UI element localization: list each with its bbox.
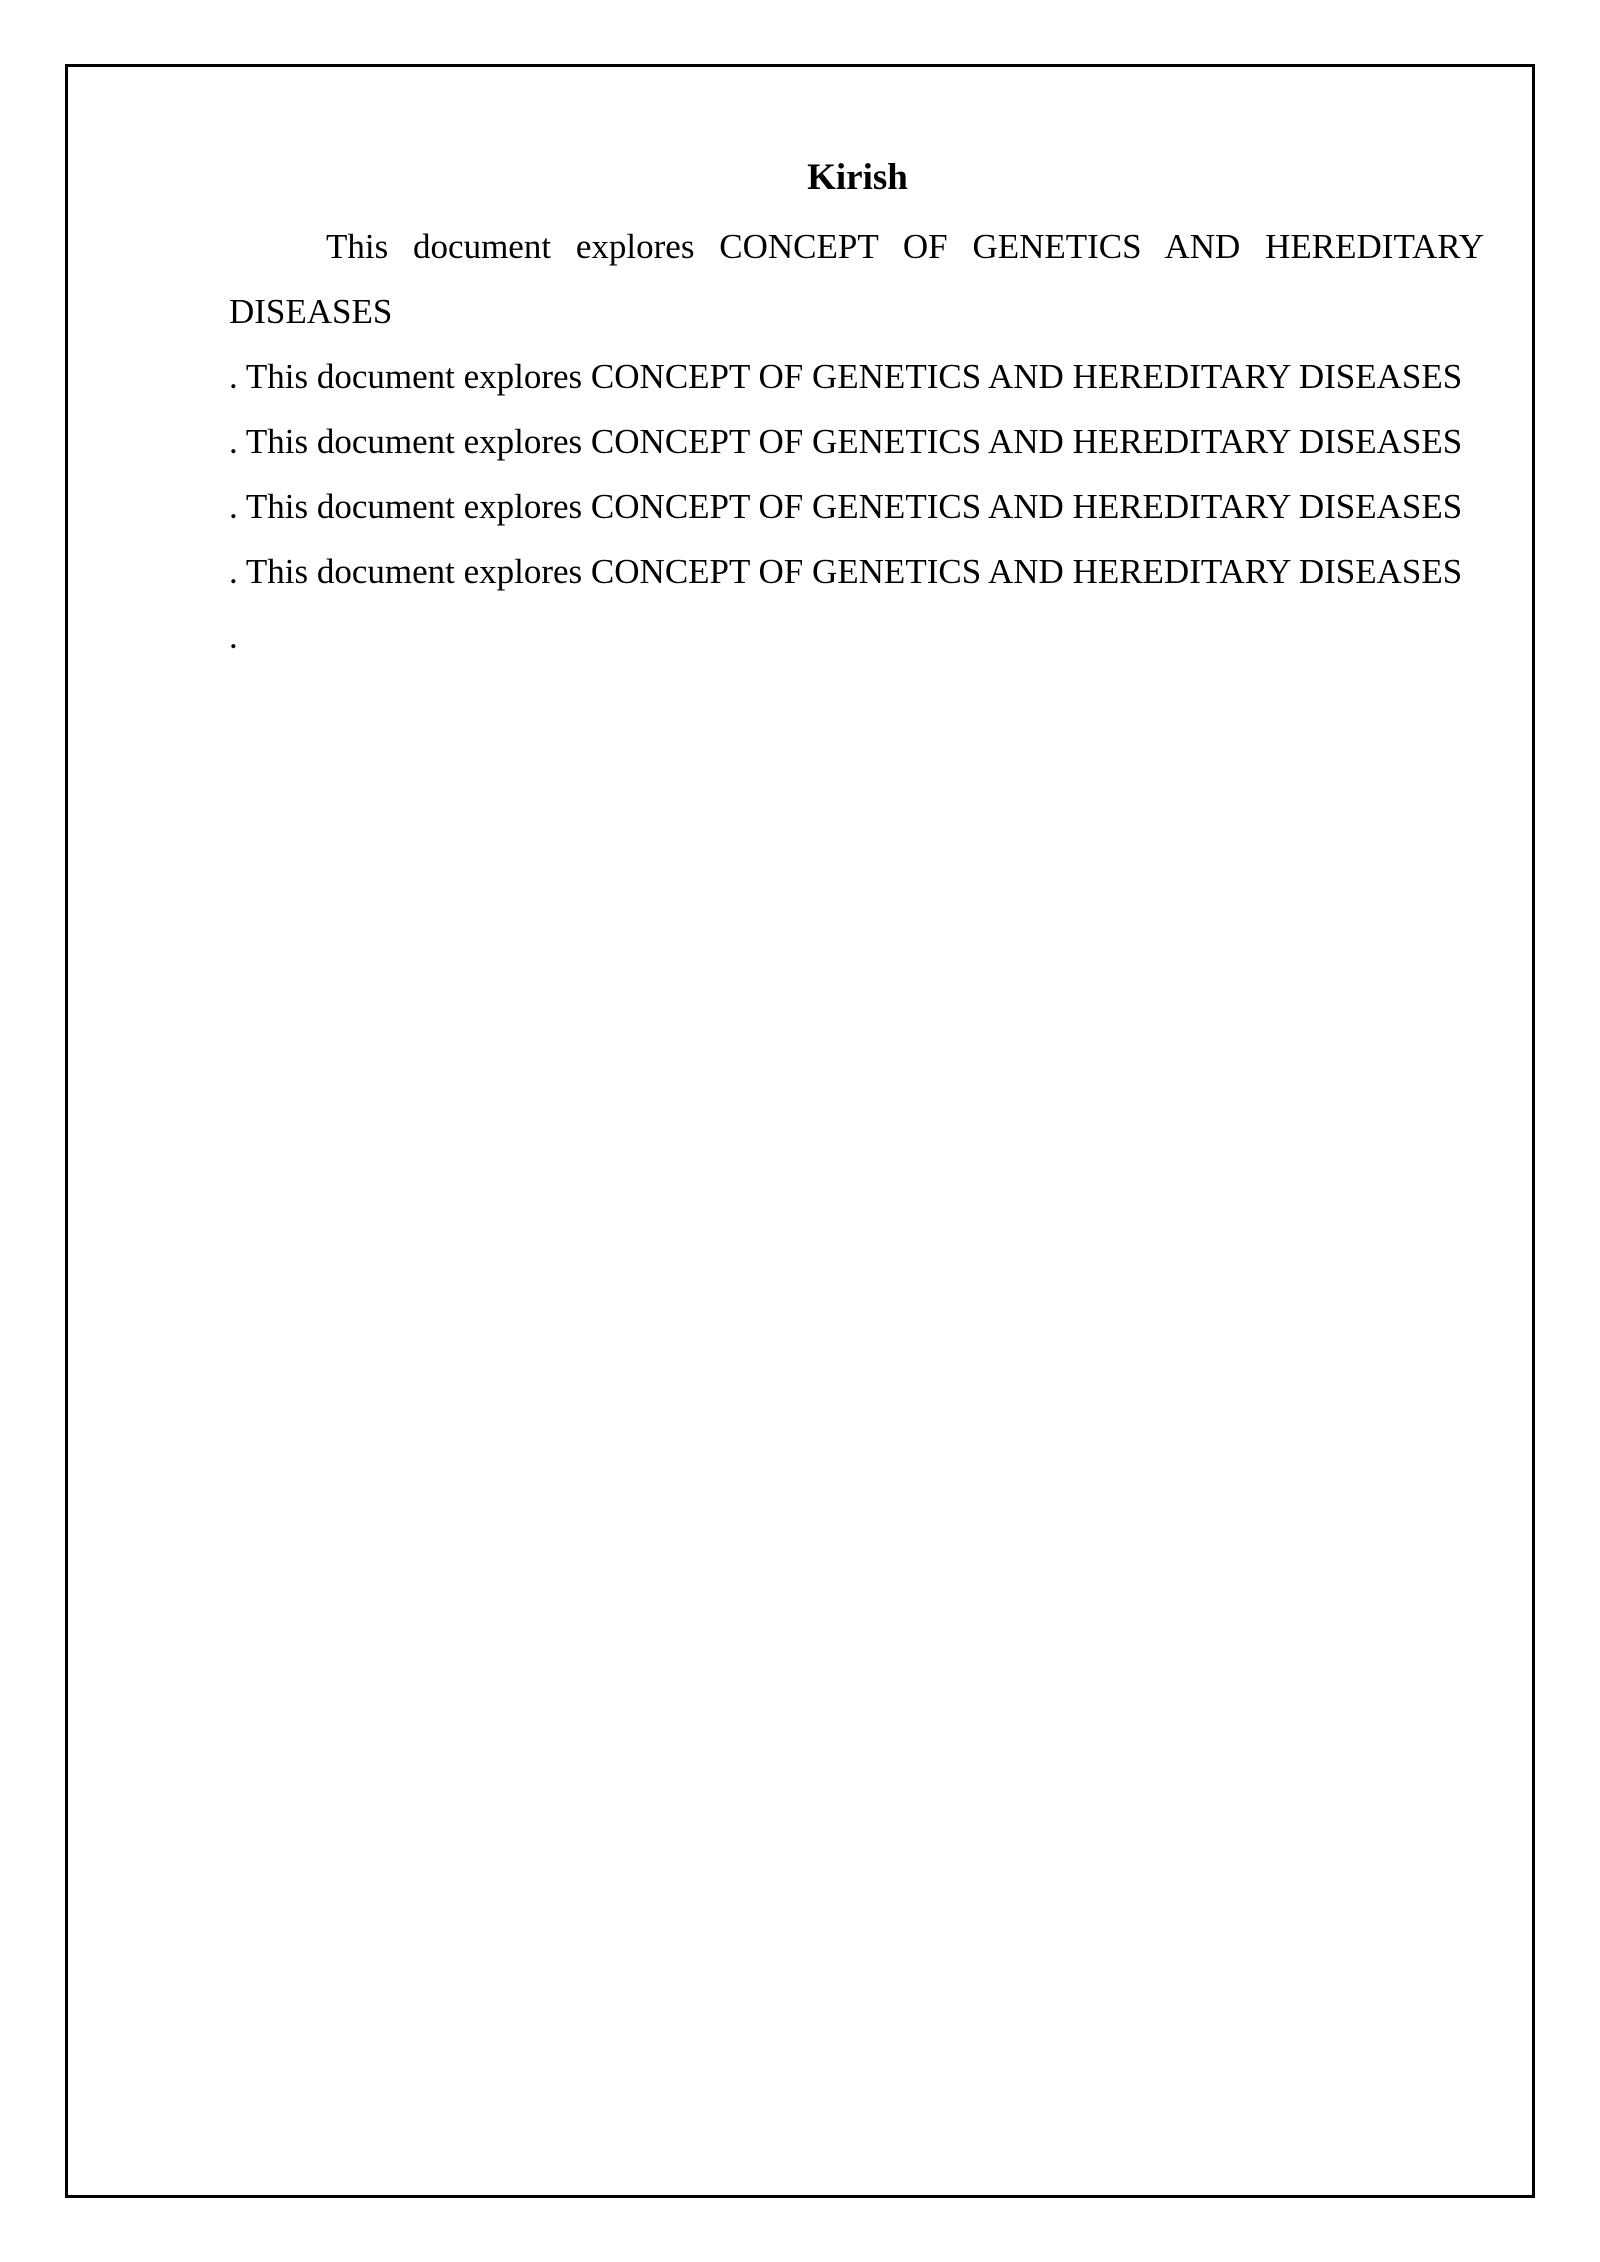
paragraph-5: . This document explores CONCEPT OF GENETICS AND HEREDITARY DISEASES: [229, 552, 1463, 591]
paragraph-2: . This document explores CONCEPT OF GENETICS AND HEREDITARY DISEASES: [229, 357, 1463, 396]
trailing-period: .: [229, 617, 238, 656]
paragraph-3: . This document explores CONCEPT OF GENETICS AND HEREDITARY DISEASES: [229, 422, 1463, 461]
paragraph-4: . This document explores CONCEPT OF GENETICS AND HEREDITARY DISEASES: [229, 487, 1463, 526]
document-heading: Kirish: [807, 157, 908, 198]
paragraph-1: This document explores CONCEPT OF GENETICS AND HEREDITARY DISEASES: [229, 227, 1484, 331]
document-body: [229, 148, 1484, 669]
